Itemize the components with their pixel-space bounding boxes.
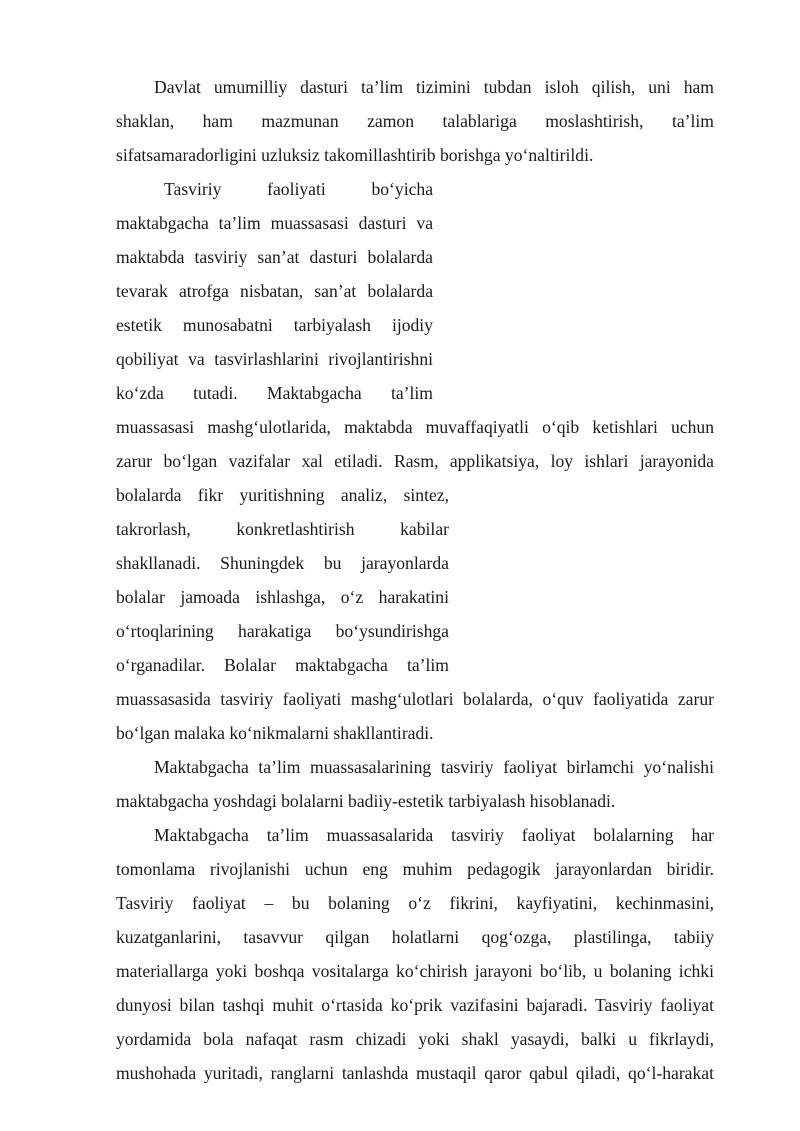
text-line: o‘rganadilar. Bolalar maktabgacha ta’lim [116,655,449,675]
text-line: mushohada yuritadi, ranglarni tanlashda mustaqil qaror qabul qiladi, qo‘l-harakat [116,1063,714,1083]
text-line: tevarak atrofga nisbatan, san’at bolalarda [116,281,433,301]
text-line: estetik munosabatni tarbiyalash ijodiy [116,315,433,335]
text-line: Tasviriy faoliyati bo‘yicha [164,179,433,199]
text-line: o‘rtoqlarining harakatiga bo‘ysundirishga [116,621,449,641]
text-line: dunyosi bilan tashqi muhit o‘rtasida ko‘prik vazifasini bajaradi. Tasviriy faoliyat [116,995,714,1015]
text-line: materiallarga yoki boshqa vositalarga ko‘chirish jarayoni bo‘lib, u bolaning ichki [116,961,714,981]
text-line: maktabgacha ta’lim muassasasi dasturi va [116,213,433,233]
text-line: Maktabgacha ta’lim muassasalarida tasviriy faoliyat bolalarning har [154,825,714,845]
text-line: kuzatganlarini, tasavvur qilgan holatlarni qog‘ozga, plastilinga, tabiiy [116,927,714,947]
text-line: Maktabgacha ta’lim muassasalarining tasviriy faoliyat birlamchi yo‘nalishi [154,757,714,777]
text-line: shakllanadi. Shuningdek bu jarayonlarda [116,553,449,573]
text-line: bolalar jamoada ishlashga, o‘z harakatini [116,587,449,607]
text-line: tomonlama rivojlanishi uchun eng muhim pedagogik jarayonlardan biridir. [116,859,714,879]
text-line: muassasasida tasviriy faoliyati mashg‘ulotlari bolalarda, o‘quv faoliyatida zarur [116,689,714,709]
text-line: qobiliyat va tasvirlashlarini rivojlantirishni [116,349,433,369]
text-line: shaklan, ham mazmunan zamon talablariga moslashtirish, ta’lim [116,111,714,131]
text-line: yordamida bola nafaqat rasm chizadi yoki shakl yasaydi, balki u fikrlaydi, [116,1029,714,1049]
text-line: ko‘zda tutadi. Maktabgacha ta’lim [116,383,433,403]
text-line: takrorlash, konkretlashtirish kabilar [116,519,449,539]
text-line: maktabgacha yoshdagi bolalarni badiiy-estetik tarbiyalash hisoblanadi. [116,791,616,811]
text-line: Davlat umumilliy dasturi ta’lim tizimini tubdan isloh qilish, uni ham [154,77,714,97]
text-line: bo‘lgan malaka ko‘nikmalarni shakllantiradi. [116,723,434,743]
text-line: muassasasi mashg‘ulotlarida, maktabda muvaffaqiyatli o‘qib ketishlari uchun [116,417,714,437]
text-line: zarur bo‘lgan vazifalar xal etiladi. Rasm, applikatsiya, loy ishlari jarayonida [116,451,714,471]
text-line: maktabda tasviriy san’at dasturi bolalarda [116,247,433,267]
text-line: bolalarda fikr yuritishning analiz, sintez, [116,485,449,505]
text-line: Tasviriy faoliyat – bu bolaning o‘z fikrini, kayfiyatini, kechinmasini, [116,893,714,913]
text-line: sifatsamaradorligini uzluksiz takomillashtirib borishga yo‘naltirildi. [116,145,594,165]
